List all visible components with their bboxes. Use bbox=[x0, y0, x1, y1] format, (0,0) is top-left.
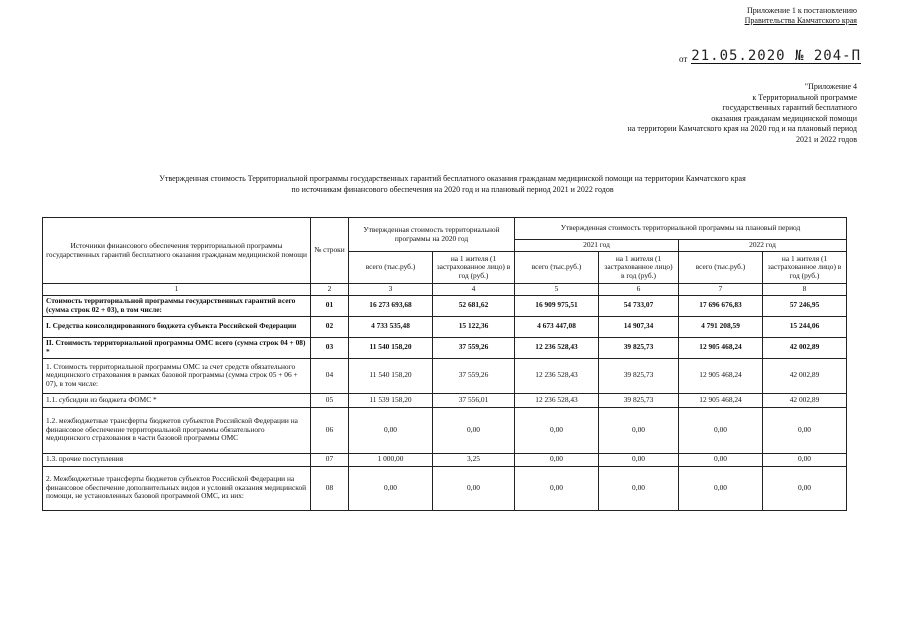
row-label: 1.2. межбюджетные трансферты бюджетов субъектов Российской Федерации на финансовое обеспечение территориальной программы обязательного медицинского страхования в части базовой программы ОМС bbox=[43, 407, 311, 453]
cell-value: 12 236 528,43 bbox=[515, 337, 599, 358]
table-row bbox=[43, 393, 847, 407]
from-label: от bbox=[678, 54, 688, 64]
appendix-line: 2021 и 2022 годов bbox=[796, 134, 857, 144]
cell-value: 42 002,89 bbox=[763, 337, 847, 358]
table-row bbox=[43, 453, 847, 466]
appendix-line: к Территориальной программе bbox=[752, 92, 857, 102]
column-number: 5 bbox=[515, 284, 599, 296]
table-row bbox=[43, 407, 847, 453]
row-number: 03 bbox=[311, 337, 349, 358]
cost-table bbox=[42, 217, 847, 511]
date-number-stamp: 21.05.2020 № 204-П bbox=[691, 48, 861, 64]
row-number: 04 bbox=[311, 358, 349, 393]
cell-value: 52 681,62 bbox=[433, 295, 515, 316]
cell-value: 17 696 676,83 bbox=[679, 295, 763, 316]
row-number: 02 bbox=[311, 316, 349, 337]
row-label: 2. Межбюджетные трансферты бюджетов субъектов Российской Федерации на финансовое обеспечение дополнительных видов и условий оказания медицинской помощи, не установленных базовой программой ОМС, из них: bbox=[43, 466, 311, 510]
table-row bbox=[43, 337, 847, 358]
column-number: 4 bbox=[433, 284, 515, 296]
cell-value: 37 559,26 bbox=[433, 337, 515, 358]
column-number: 7 bbox=[679, 284, 763, 296]
cell-value: 0,00 bbox=[599, 466, 679, 510]
cell-value: 14 907,34 bbox=[599, 316, 679, 337]
cell-value: 0,00 bbox=[679, 453, 763, 466]
cell-value: 39 825,73 bbox=[599, 358, 679, 393]
cell-value: 12 905 468,24 bbox=[679, 393, 763, 407]
row-number: 07 bbox=[311, 453, 349, 466]
table-row bbox=[43, 295, 847, 316]
cell-value: 0,00 bbox=[433, 466, 515, 510]
cell-value: 0,00 bbox=[433, 407, 515, 453]
cell-value: 11 540 158,20 bbox=[349, 337, 433, 358]
title-line-1: Утвержденная стоимость Территориальной программы государственных гарантий бесплатного оказания гражданам медицинской помощи на территории Камчатского края bbox=[159, 174, 746, 183]
cell-value: 16 909 975,51 bbox=[515, 295, 599, 316]
cell-value: 0,00 bbox=[515, 466, 599, 510]
resolution-line-1: Приложение 1 к постановлению bbox=[746, 6, 857, 15]
resolution-note bbox=[745, 6, 857, 26]
table-row bbox=[43, 358, 847, 393]
resolution-stamp bbox=[679, 49, 861, 64]
cell-value: 0,00 bbox=[599, 453, 679, 466]
header-approved-2020: Утвержденная стоимость территориальной программы на 2020 год bbox=[349, 218, 515, 252]
row-label: Стоимость территориальной программы государственных гарантий всего (сумма строк 02 + 03), в том числе: bbox=[43, 295, 311, 316]
header-total: всего (тыс.руб.) bbox=[349, 252, 433, 284]
cell-value: 0,00 bbox=[515, 407, 599, 453]
cell-value: 0,00 bbox=[349, 466, 433, 510]
header-year-2021: 2021 год bbox=[515, 240, 679, 252]
appendix-line: на территории Камчатского края на 2020 год и на плановый период bbox=[627, 124, 857, 133]
cell-value: 37 559,26 bbox=[433, 358, 515, 393]
header-year-2022: 2022 год bbox=[679, 240, 847, 252]
cell-value: 0,00 bbox=[679, 407, 763, 453]
row-number: 05 bbox=[311, 393, 349, 407]
cell-value: 11 539 158,20 bbox=[349, 393, 433, 407]
table-row bbox=[43, 466, 847, 510]
cell-value: 15 122,36 bbox=[433, 316, 515, 337]
cell-value: 11 540 158,20 bbox=[349, 358, 433, 393]
appendix-note bbox=[627, 82, 857, 145]
row-label: 1.3. прочие поступления bbox=[43, 453, 311, 466]
cell-value: 4 733 535,48 bbox=[349, 316, 433, 337]
cell-value: 0,00 bbox=[515, 453, 599, 466]
cell-value: 12 236 528,43 bbox=[515, 393, 599, 407]
row-number: 01 bbox=[311, 295, 349, 316]
row-label: I. Средства консолидированного бюджета субъекта Российской Федерации bbox=[43, 316, 311, 337]
header-total: всего (тыс.руб.) bbox=[679, 252, 763, 284]
column-number: 6 bbox=[599, 284, 679, 296]
cell-value: 37 556,01 bbox=[433, 393, 515, 407]
header-row-no: № строки bbox=[311, 218, 349, 284]
row-label: II. Стоимость территориальной программы ОМС всего (сумма строк 04 + 08) * bbox=[43, 337, 311, 358]
cell-value: 4 791 208,59 bbox=[679, 316, 763, 337]
column-number: 8 bbox=[763, 284, 847, 296]
appendix-line: государственных гарантий бесплатного bbox=[722, 103, 857, 112]
cell-value: 12 236 528,43 bbox=[515, 358, 599, 393]
cell-value: 0,00 bbox=[349, 407, 433, 453]
column-number: 1 bbox=[43, 284, 311, 296]
cell-value: 42 002,89 bbox=[763, 393, 847, 407]
cell-value: 12 905 468,24 bbox=[679, 358, 763, 393]
column-number: 3 bbox=[349, 284, 433, 296]
cell-value: 15 244,06 bbox=[763, 316, 847, 337]
appendix-line: "Приложение 4 bbox=[804, 82, 857, 91]
column-numbers-row bbox=[43, 284, 847, 296]
row-label: 1. Стоимость территориальной программы ОМС за счет средств обязательного медицинского страхования в рамках базовой программы (сумма строк 05 + 06 + 07), в том числе: bbox=[43, 358, 311, 393]
row-number: 06 bbox=[311, 407, 349, 453]
document-title bbox=[0, 173, 905, 195]
header-planned-period: Утвержденная стоимость территориальной программы на плановый период bbox=[515, 218, 847, 240]
cell-value: 1 000,00 bbox=[349, 453, 433, 466]
cell-value: 42 002,89 bbox=[763, 358, 847, 393]
cell-value: 0,00 bbox=[763, 466, 847, 510]
cell-value: 16 273 693,68 bbox=[349, 295, 433, 316]
cell-value: 57 246,95 bbox=[763, 295, 847, 316]
resolution-line-2: Правительства Камчатского края bbox=[744, 16, 857, 25]
row-label: 1.1. субсидии из бюджета ФОМС * bbox=[43, 393, 311, 407]
appendix-line: оказания гражданам медицинской помощи bbox=[711, 113, 857, 123]
header-per-capita: на 1 жителя (1 застрахованное лицо) в год (руб.) bbox=[433, 252, 515, 284]
row-number: 08 bbox=[311, 466, 349, 510]
header-total: всего (тыс.руб.) bbox=[515, 252, 599, 284]
header-per-capita: на 1 жителя (1 застрахованное лицо) в год (руб.) bbox=[599, 252, 679, 284]
cell-value: 4 673 447,08 bbox=[515, 316, 599, 337]
cell-value: 0,00 bbox=[599, 407, 679, 453]
cell-value: 0,00 bbox=[763, 407, 847, 453]
header-per-capita: на 1 жителя (1 застрахованное лицо) в год (руб.) bbox=[763, 252, 847, 284]
cell-value: 12 905 468,24 bbox=[679, 337, 763, 358]
header-sources: Источники финансового обеспечения территориальной программы государственных гарантий бесплатного оказания гражданам медицинской помощи bbox=[43, 218, 311, 284]
title-line-2: по источникам финансового обеспечения на 2020 год и на плановый период 2021 и 2022 годов bbox=[291, 185, 614, 194]
column-number: 2 bbox=[311, 284, 349, 296]
cell-value: 54 733,07 bbox=[599, 295, 679, 316]
table-row bbox=[43, 316, 847, 337]
cell-value: 0,00 bbox=[679, 466, 763, 510]
cell-value: 3,25 bbox=[433, 453, 515, 466]
cell-value: 0,00 bbox=[763, 453, 847, 466]
cell-value: 39 825,73 bbox=[599, 393, 679, 407]
cell-value: 39 825,73 bbox=[599, 337, 679, 358]
